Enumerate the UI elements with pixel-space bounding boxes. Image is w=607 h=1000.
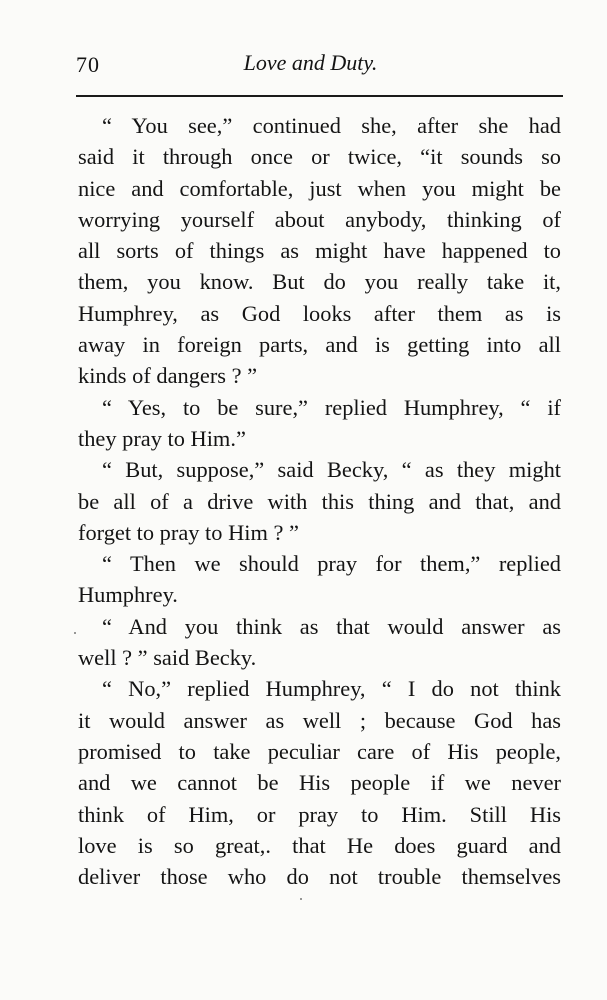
- text-line: promised to take peculiar care of His people,: [78, 738, 561, 764]
- text-line: well ? ” said Becky.: [78, 645, 257, 671]
- text-line: they pray to Him.”: [78, 425, 246, 451]
- paper-speck: [300, 898, 302, 900]
- header-rule: [76, 95, 563, 97]
- text-line: “ But, suppose,” said Becky, “ as they might: [102, 457, 561, 483]
- running-title: Love and Duty.: [243, 50, 378, 75]
- text-line: “ And you think as that would answer as: [102, 613, 561, 639]
- text-line: “ You see,” continued she, after she had: [102, 113, 561, 138]
- text-line: worrying yourself about anybody, thinking of: [78, 206, 561, 232]
- text-line: “ No,” replied Humphrey, “ I do not think: [102, 676, 561, 702]
- paper-speck: [74, 632, 76, 634]
- text-line: nice and comfortable, just when you might be: [78, 175, 561, 201]
- text-line: it would answer as well ; because God has: [78, 707, 561, 733]
- text-line: said it through once or twice, “it sounds so: [78, 144, 561, 170]
- text-line: be all of a drive with this thing and that, and: [78, 488, 561, 514]
- text-line: Humphrey, as God looks after them as is: [78, 300, 561, 326]
- text-line: away in foreign parts, and is getting into all: [78, 332, 561, 358]
- text-line: “ Then we should pray for them,” replied: [102, 551, 561, 577]
- text-line: forget to pray to Him ? ”: [78, 519, 299, 545]
- text-line: deliver those who do not trouble themselves: [78, 864, 561, 890]
- text-line: Humphrey.: [78, 582, 178, 608]
- page-number: 70: [76, 52, 100, 77]
- body-text: [78, 110, 561, 892]
- text-line: think of Him, or pray to Him. Still His: [78, 801, 561, 827]
- text-line: love is so great,. that He does guard and: [78, 832, 561, 858]
- text-line: kinds of dangers ? ”: [78, 363, 258, 389]
- text-line: “ Yes, to be sure,” replied Humphrey, “ if: [102, 394, 561, 420]
- text-line: them, you know. But do you really take it,: [78, 269, 561, 295]
- text-line: and we cannot be His people if we never: [78, 770, 561, 796]
- text-line: all sorts of things as might have happened to: [78, 238, 561, 264]
